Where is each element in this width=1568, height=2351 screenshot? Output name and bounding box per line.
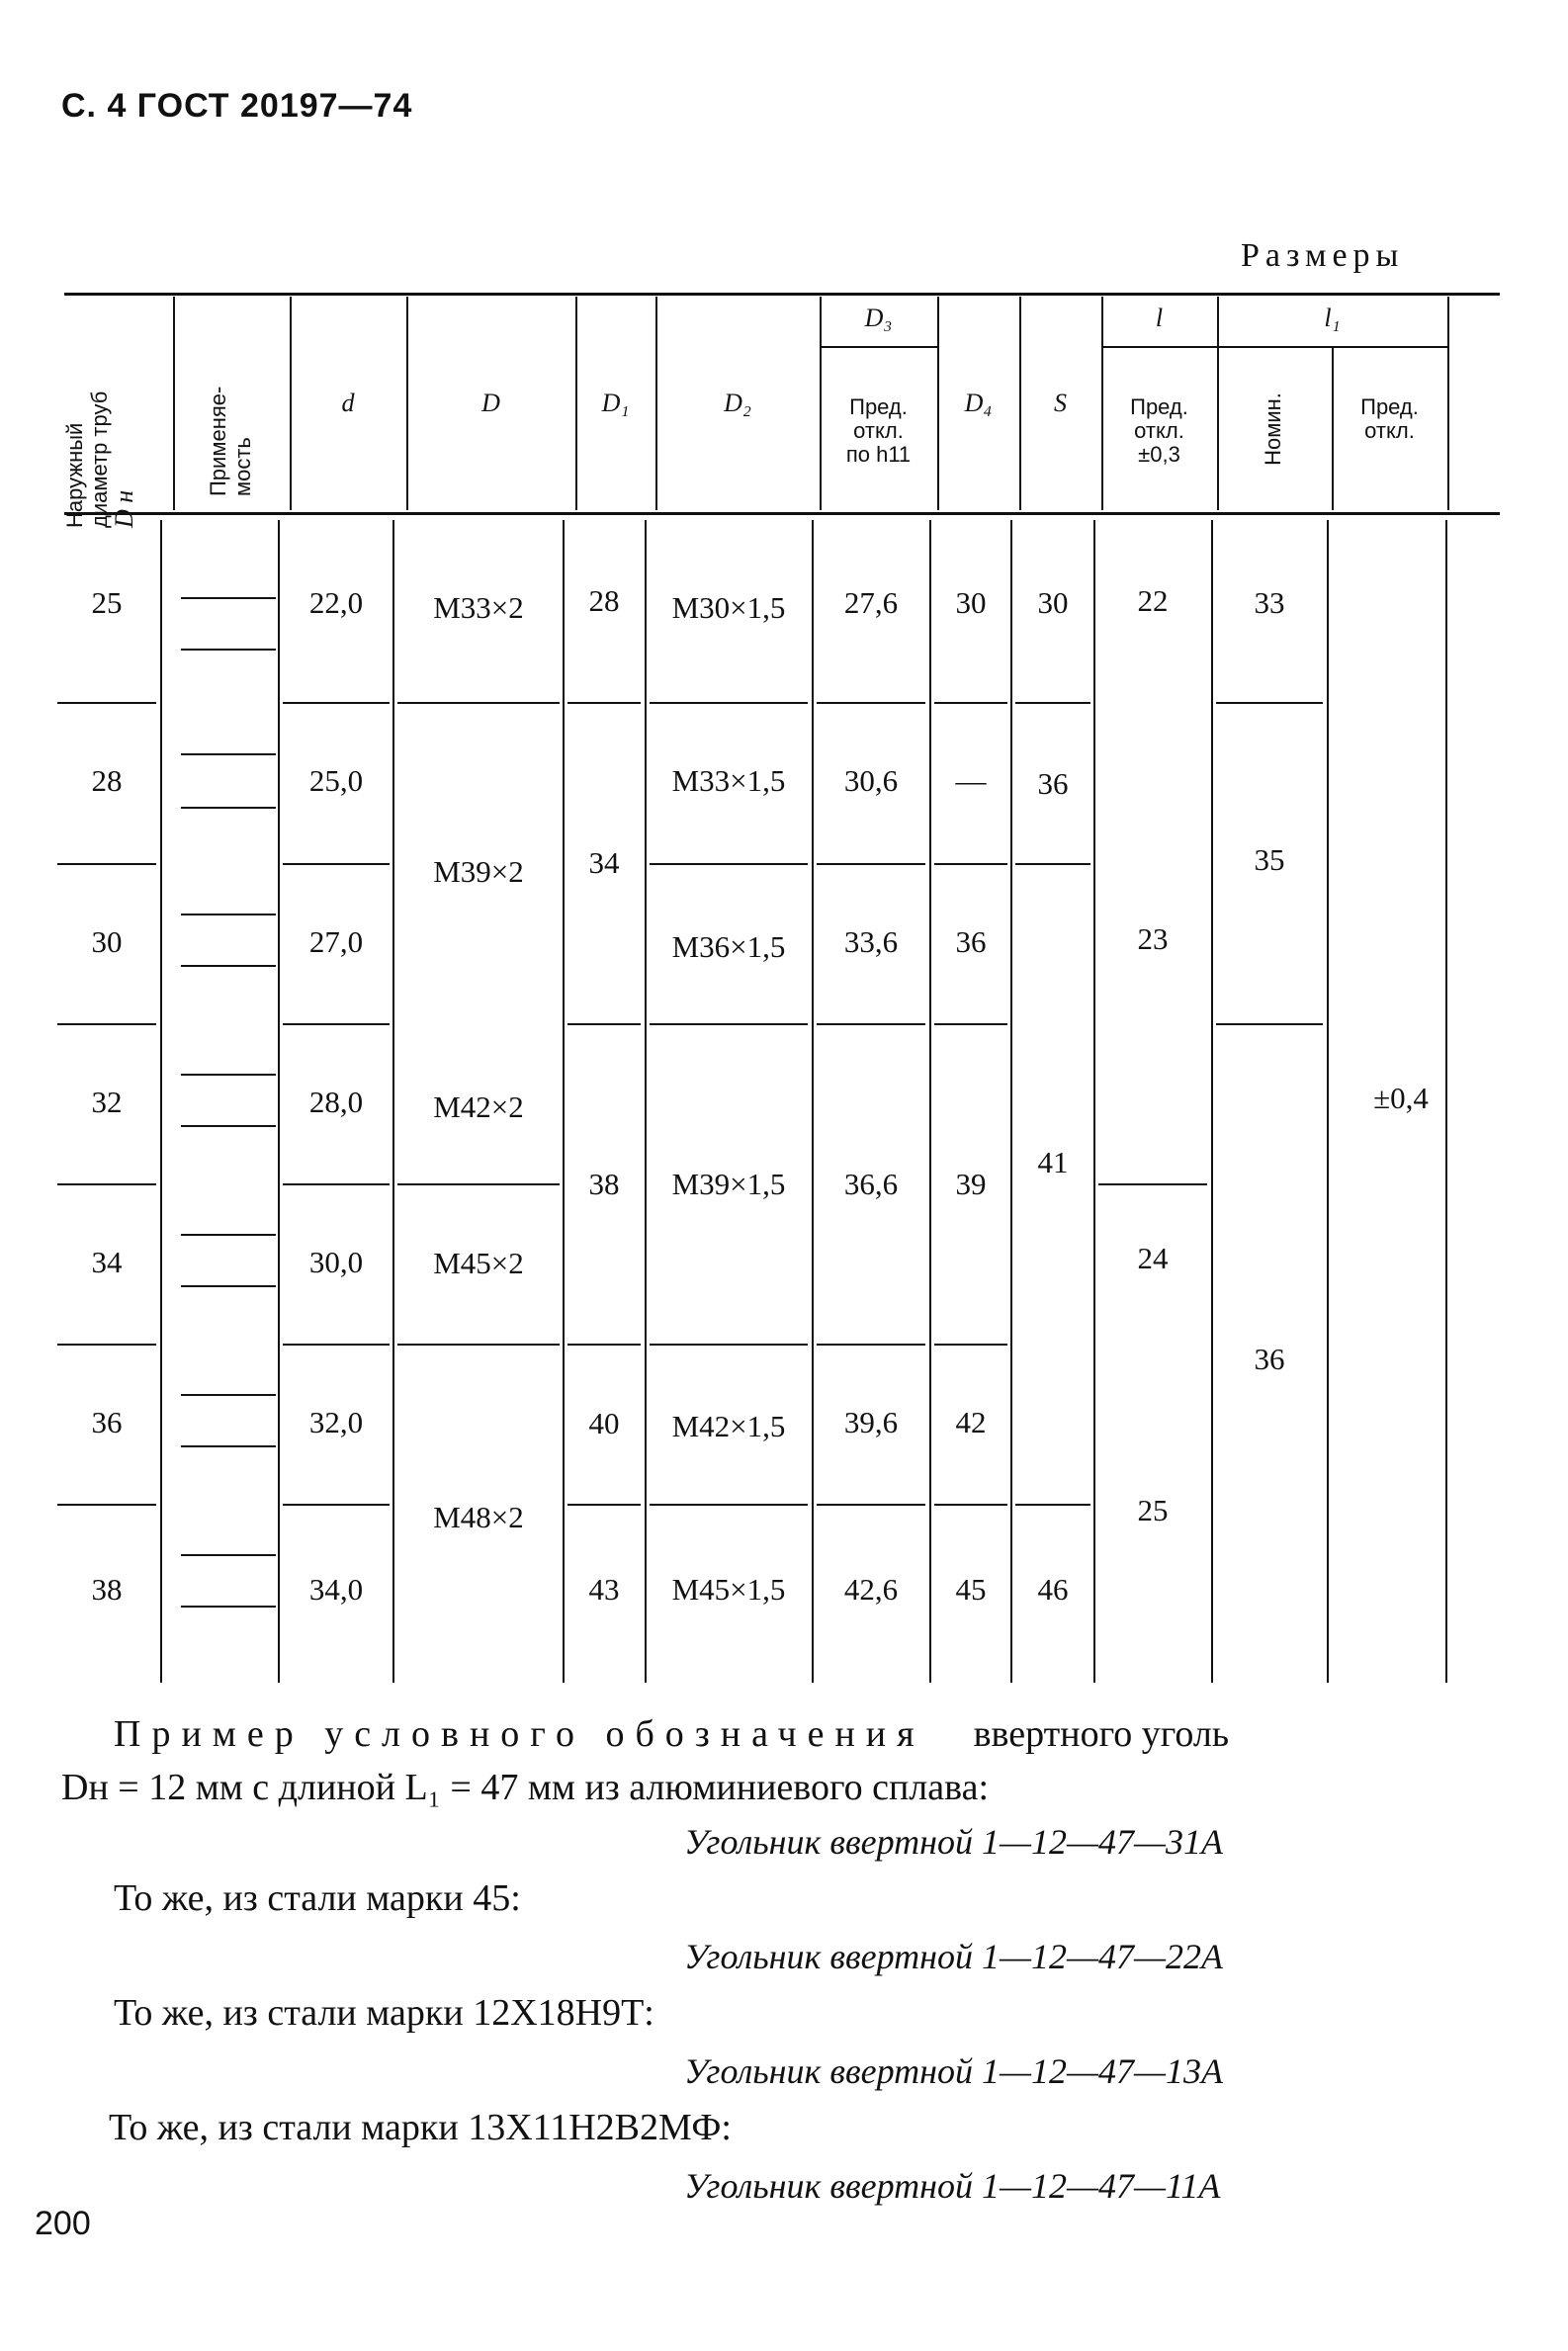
- cell-dn: 25: [91, 585, 123, 620]
- col-rule: [278, 520, 280, 1683]
- applicability-dash: [181, 1394, 276, 1396]
- cell-S: 36: [1037, 766, 1069, 801]
- col-rule: [929, 520, 931, 1683]
- example-text: То же, из стали марки 45:: [114, 1877, 521, 1919]
- designation: Угольник ввертной 1—12—47—11А: [684, 2166, 1221, 2206]
- applicability-dash: [181, 1074, 276, 1076]
- cell-D: M39×2: [433, 854, 524, 889]
- header-l: l: [1155, 304, 1164, 332]
- col-rule: [812, 520, 814, 1683]
- applicability-dash: [181, 1125, 276, 1127]
- col-rule: [173, 297, 175, 510]
- cell-D3: 27,6: [843, 585, 899, 620]
- header-dn: Наружный диаметр труб D н: [62, 391, 138, 528]
- cell-dn: 30: [91, 924, 123, 959]
- header-l1-nom: Номин.: [1261, 392, 1285, 466]
- row-rule: [934, 863, 1007, 865]
- cell-D3: 42,6: [843, 1572, 899, 1607]
- col-rule: [392, 520, 394, 1683]
- col-rule: [1211, 520, 1213, 1683]
- col-rule: [1010, 520, 1012, 1683]
- page-header: С. 4 ГОСТ 20197—74: [61, 87, 413, 125]
- row-rule: [283, 1183, 390, 1185]
- row-rule: [283, 1504, 390, 1506]
- cell-d: 30,0: [308, 1245, 364, 1279]
- row-rule: [817, 1023, 925, 1025]
- cell-dn: 34: [91, 1245, 123, 1279]
- row-rule: [650, 1504, 808, 1506]
- row-rule: [283, 702, 390, 704]
- cell-D: M33×2: [433, 590, 524, 625]
- cell-d: 27,0: [308, 924, 364, 959]
- cell-D1: 38: [588, 1167, 620, 1201]
- cell-S: 30: [1037, 585, 1069, 620]
- cell-D4: 45: [955, 1572, 987, 1607]
- applicability-dash: [181, 914, 276, 915]
- applicability-dash: [181, 1445, 276, 1447]
- row-rule: [57, 863, 156, 865]
- cell-D3: 30,6: [843, 763, 899, 798]
- row-rule: [567, 1344, 641, 1346]
- col-rule: [645, 520, 647, 1683]
- cell-l1-nom: 35: [1254, 842, 1285, 877]
- header-D2: D₂: [724, 389, 751, 417]
- row-rule: [283, 863, 390, 865]
- cell-l: 24: [1137, 1241, 1169, 1275]
- applicability-dash: [181, 1554, 276, 1556]
- applicability-dash: [181, 807, 276, 809]
- cell-l: 25: [1137, 1493, 1169, 1527]
- col-rule: [1447, 297, 1449, 510]
- cell-d: 22,0: [308, 585, 364, 620]
- header-l1-tol: Пред. откл.: [1360, 394, 1419, 443]
- table-top-rule: [64, 293, 1500, 296]
- row-rule: [934, 1504, 1007, 1506]
- cell-D1: 43: [588, 1572, 620, 1607]
- row-rule: [57, 1344, 156, 1346]
- cell-l1-tol: ±0,4: [1373, 1081, 1429, 1115]
- header-sub-rule: [820, 346, 937, 348]
- applicability-dash: [181, 1606, 276, 1608]
- row-rule: [650, 1344, 808, 1346]
- col-rule: [160, 520, 162, 1683]
- row-rule: [283, 1344, 390, 1346]
- row-rule: [397, 702, 560, 704]
- applicability-dash: [181, 965, 276, 967]
- cell-d: 34,0: [308, 1572, 364, 1607]
- row-rule: [817, 702, 925, 704]
- header-applicability: Применяе- мость: [206, 386, 255, 496]
- row-rule: [817, 863, 925, 865]
- header-sub-rule: [1101, 346, 1217, 348]
- cell-D1: 40: [588, 1406, 620, 1440]
- col-rule: [1327, 520, 1329, 1683]
- cell-D: M42×2: [433, 1089, 524, 1124]
- header-S: S: [1054, 389, 1067, 417]
- cell-l: 23: [1137, 921, 1169, 956]
- row-rule: [934, 1344, 1007, 1346]
- cell-d: 28,0: [308, 1085, 364, 1119]
- applicability-dash: [181, 1285, 276, 1287]
- col-rule: [1093, 520, 1095, 1683]
- row-rule: [934, 1023, 1007, 1025]
- cell-dn: 38: [91, 1572, 123, 1607]
- row-rule: [650, 1023, 808, 1025]
- header-D4: D₄: [964, 389, 993, 417]
- row-rule: [1216, 702, 1323, 704]
- designation: Угольник ввертной 1—12—47—22А: [684, 1937, 1223, 1976]
- cell-D3: 36,6: [843, 1167, 899, 1201]
- cell-D2: M39×1,5: [671, 1167, 786, 1201]
- cell-S: 41: [1037, 1145, 1069, 1179]
- row-rule: [1098, 1183, 1207, 1185]
- cell-D4: 39: [955, 1167, 987, 1201]
- row-rule: [1015, 863, 1090, 865]
- cell-l1-nom: 33: [1254, 585, 1285, 620]
- header-D3: D₃: [864, 304, 893, 332]
- cell-D3: 39,6: [843, 1405, 899, 1439]
- cell-d: 32,0: [308, 1405, 364, 1439]
- row-rule: [57, 1183, 156, 1185]
- cell-D: M48×2: [433, 1500, 524, 1534]
- row-rule: [567, 1023, 641, 1025]
- row-rule: [1015, 702, 1090, 704]
- cell-S: 46: [1037, 1572, 1069, 1607]
- applicability-dash: [181, 597, 276, 599]
- example-intro: Пример условного обозначения ввертного уголь: [114, 1713, 1230, 1755]
- example-line2: Dн = 12 мм с длиной L₁ = 47 мм из алюминиевого сплава:: [61, 1767, 989, 1808]
- row-rule: [1216, 1023, 1323, 1025]
- cell-D2: M45×1,5: [671, 1572, 786, 1607]
- row-rule: [283, 1023, 390, 1025]
- header-d: d: [341, 389, 355, 417]
- row-rule: [567, 1504, 641, 1506]
- applicability-dash: [181, 1234, 276, 1236]
- cell-D1: 34: [588, 845, 620, 880]
- designation: Угольник ввертной 1—12—47—31А: [684, 1822, 1223, 1862]
- cell-D2: M36×1,5: [671, 929, 786, 964]
- cell-D4: —: [955, 763, 987, 798]
- header-l-tol: Пред. откл. ±0,3: [1130, 394, 1188, 467]
- row-rule: [57, 1023, 156, 1025]
- applicability-dash: [181, 753, 276, 755]
- header-D3-tol: Пред. откл. по h11: [845, 394, 912, 467]
- cell-D4: 36: [955, 924, 987, 959]
- applicability-dash: [181, 649, 276, 651]
- header-D1: D₁: [601, 389, 630, 417]
- cell-dn: 36: [91, 1405, 123, 1439]
- cell-dn: 28: [91, 763, 123, 798]
- row-rule: [57, 702, 156, 704]
- row-rule: [650, 702, 808, 704]
- cell-l: 22: [1137, 583, 1169, 618]
- col-rule: [563, 520, 565, 1683]
- header-l1: l₁: [1324, 304, 1341, 332]
- cell-d: 25,0: [308, 763, 364, 798]
- header-bottom-rule: [64, 512, 1500, 515]
- cell-D: M45×2: [433, 1246, 524, 1280]
- row-rule: [934, 702, 1007, 704]
- row-rule: [650, 863, 808, 865]
- header-sub-rule: [1217, 346, 1447, 348]
- example-text: То же, из стали марки 12Х18Н9Т:: [114, 1992, 654, 2034]
- example-text: То же, из стали марки 13Х11Н2В2МФ:: [109, 2107, 732, 2148]
- row-rule: [1015, 1504, 1090, 1506]
- cell-dn: 32: [91, 1085, 123, 1119]
- cell-D4: 42: [955, 1405, 987, 1439]
- cell-D3: 33,6: [843, 924, 899, 959]
- table-caption: Размеры: [1241, 237, 1405, 274]
- page-number: 200: [35, 2205, 91, 2242]
- row-rule: [817, 1504, 925, 1506]
- cell-D4: 30: [955, 585, 987, 620]
- cell-D1: 28: [588, 583, 620, 618]
- header-D: D: [481, 389, 500, 417]
- row-rule: [57, 1504, 156, 1506]
- row-rule: [567, 702, 641, 704]
- row-rule: [817, 1344, 925, 1346]
- row-rule: [397, 1183, 560, 1185]
- designation: Угольник ввертной 1—12—47—13А: [684, 2051, 1223, 2091]
- cell-l1-nom: 36: [1254, 1342, 1285, 1376]
- cell-D2: M42×1,5: [671, 1409, 786, 1443]
- cell-D2: M33×1,5: [671, 763, 786, 798]
- cell-D2: M30×1,5: [671, 590, 786, 625]
- row-rule: [397, 1344, 560, 1346]
